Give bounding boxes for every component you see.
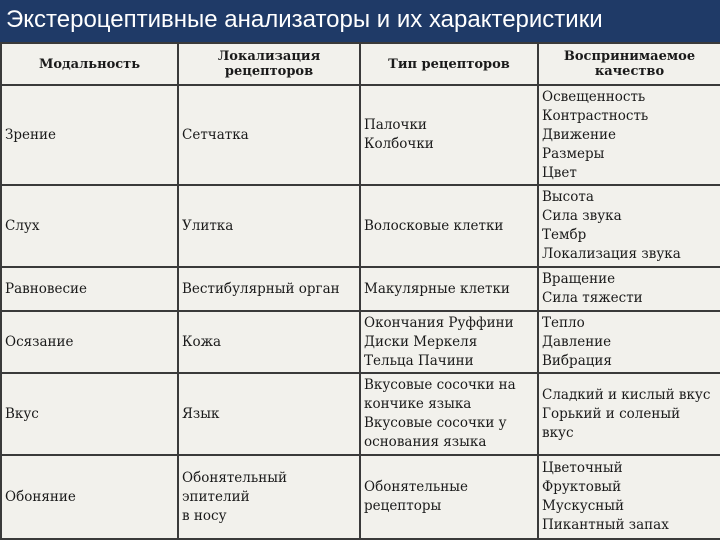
receptor-item: рецепторы [364,498,442,514]
header-receptor-type: Тип рецепторов [360,43,538,85]
receptor-item: Обонятельные [364,479,468,495]
quality-item: Вращение [542,271,616,287]
cell-receptors [360,373,538,455]
quality-item: Цвет [542,164,577,181]
cell-modality: Обоняние [1,455,178,539]
header-perceived-quality: Воспринимаемое качество [538,43,720,85]
cell-qualities [538,373,720,455]
table-row [1,373,720,455]
quality-item: Движение [542,126,616,143]
quality-item: Размеры [542,145,605,162]
table-header [1,43,720,85]
cell-modality: Вкус [1,373,178,455]
quality-item: Давление [542,333,612,350]
table-row [1,311,720,373]
receptor-item: Палочки [364,117,427,133]
receptor-item: Волосковые клетки [364,217,504,234]
quality-item: Цветочный [542,460,623,476]
table-row [1,455,720,539]
location-line: Обонятельный эпителий [182,469,287,505]
cell-receptors [360,267,538,311]
header-location: Локализация рецепторов [178,43,360,85]
quality-item: Вибрация [542,352,612,369]
quality-item: вкус [542,424,574,441]
cell-modality: Слух [1,185,178,267]
quality-item: Контрастность [542,107,649,124]
table-row [1,85,720,185]
cell-location: Вестибулярный орган [178,267,360,311]
analyzers-table [0,42,720,540]
quality-item: Горький и соленый [542,405,681,422]
table-row [1,185,720,267]
quality-item: Локализация звука [542,246,681,262]
header-row [1,43,720,85]
cell-receptors [360,311,538,373]
cell-qualities [538,85,720,185]
cell-modality: Равновесие [1,267,178,311]
slide-title: Экстероцептивные анализаторы и их характеристики [0,0,720,42]
cell-qualities [538,311,720,373]
cell-qualities [538,455,720,539]
quality-item: Сладкий и кислый вкус [542,386,711,403]
quality-item: Сила звука [542,208,622,224]
quality-item: Фруктовый [542,479,622,495]
quality-item: Мускусный [542,498,625,514]
table-body [1,85,720,539]
quality-item: Тембр [542,227,587,243]
quality-item: Освещенность [542,88,646,105]
receptor-item: Тельца Пачини [364,352,474,369]
cell-receptors [360,455,538,539]
location-line: в носу [182,507,227,524]
cell-qualities [538,185,720,267]
receptor-item: Колбочки [364,136,434,152]
receptor-item: Окончания Руффини [364,314,514,331]
cell-receptors [360,185,538,267]
header-modality: Модальность [1,43,178,85]
quality-item: Тепло [542,314,585,331]
cell-location [178,455,360,539]
cell-modality: Зрение [1,85,178,185]
receptor-item: Макулярные клетки [364,280,510,297]
quality-item: Пикантный запах [542,517,669,533]
cell-location: Улитка [178,185,360,267]
analyzers-table-container [0,42,720,540]
cell-location: Кожа [178,311,360,373]
cell-location: Сетчатка [178,85,360,185]
cell-qualities [538,267,720,311]
receptor-item: основания языка [364,434,487,450]
receptor-item: Вкусовые сосочки на [364,377,516,393]
receptor-item: кончике языка [364,396,472,412]
cell-location: Язык [178,373,360,455]
quality-item: Сила тяжести [542,290,643,306]
receptor-item: Вкусовые сосочки у [364,415,507,431]
receptor-item: Диски Меркеля [364,333,478,350]
quality-item: Высота [542,189,594,205]
table-row [1,267,720,311]
cell-receptors [360,85,538,185]
cell-modality: Осязание [1,311,178,373]
